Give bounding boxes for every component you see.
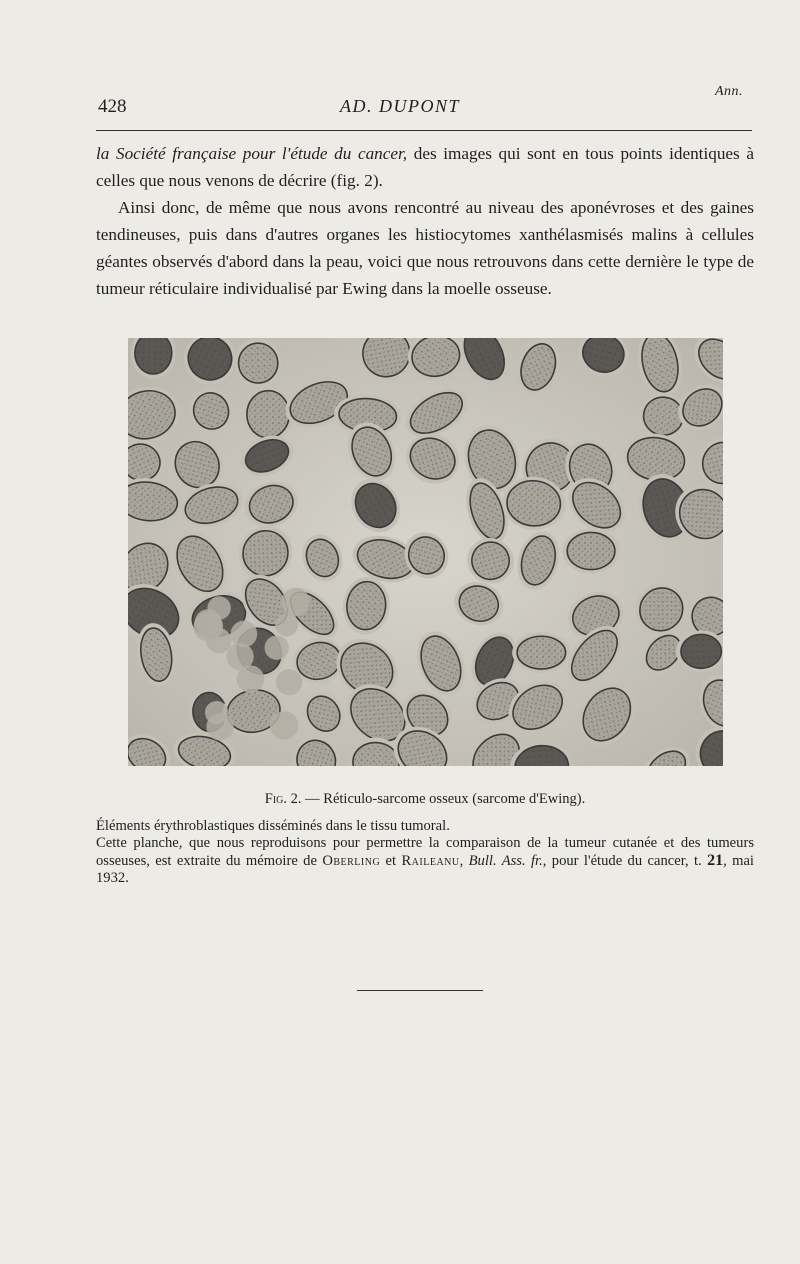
figure-title: — Réticulo-sarcome osseux (sarcome d'Ewing).: [301, 791, 586, 807]
caption-line-1: Éléments érythroblastiques disséminés dans le tissu tumoral.: [96, 818, 450, 834]
running-title: AD. DUPONT: [339, 96, 460, 116]
caption-text-2: , pour l'étude du cancer, t.: [542, 853, 708, 869]
society-name: la Société française pour l'étude du cancer,: [96, 144, 408, 163]
caption-line-2: [96, 835, 754, 887]
figure-caption-body: [96, 818, 754, 887]
author-oberling: Oberling: [322, 853, 381, 869]
author-raileanu: Raileanu: [401, 853, 460, 869]
journal-name: Bull. Ass. fr.: [468, 853, 543, 869]
micrograph-image: [128, 338, 723, 766]
figure-caption-title: [0, 791, 800, 808]
body-text: [96, 140, 754, 302]
caption-conjunction: et: [380, 853, 402, 869]
page-number: 428: [98, 96, 127, 117]
caption-date: , mai 1932.: [96, 853, 754, 886]
header-rule: [96, 130, 752, 131]
caption-comma: ,: [459, 853, 469, 869]
paragraph-1-rest: des images qui sont en tous points identiques à celles que nous venons de décrire (fig. 2).: [96, 144, 754, 190]
caption-text: Cette planche, que nous reproduisons pour permettre la comparaison de la tumeur cutanée et des tumeurs osseuses, est extraite du mémoire de: [96, 835, 754, 869]
figure-label: Fig. 2.: [264, 791, 302, 807]
corner-note: Ann.: [715, 84, 744, 99]
paragraph-1: [96, 140, 754, 194]
volume-number: 21: [707, 852, 724, 869]
micrograph-figure: [128, 338, 723, 766]
paragraph-2: Ainsi donc, de même que nous avons rencontré au niveau des aponévroses et des gaines tendineuses, puis dans d'autres organes les histiocytomes xanthélasmisés malins à cellules géantes observés d'abord dans la peau, voici que nous retrouvons dans cette dernière le type de tumeur réticulaire individualisé par Ewing dans la moelle osseuse.: [96, 198, 754, 298]
end-rule: [357, 990, 483, 991]
